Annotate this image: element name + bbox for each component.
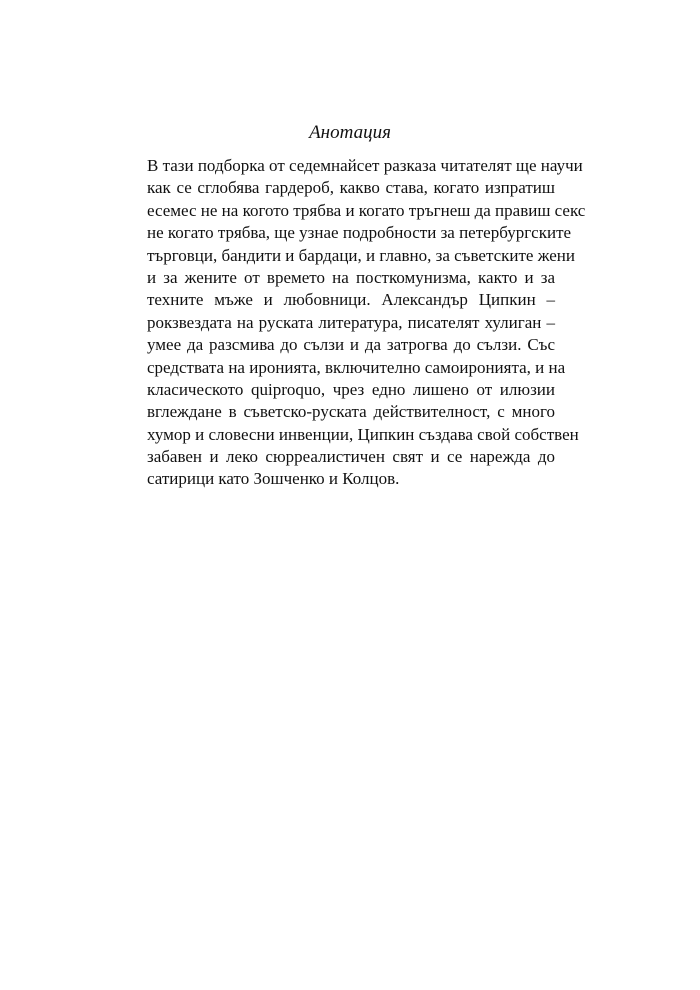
text-line: умее да разсмива до сълзи и да затрогва до сълзи. Със bbox=[147, 335, 555, 355]
text-line: В тази подборка от седемнайсет разказа читателят ще научи bbox=[147, 156, 583, 175]
annotation-title: Анотация bbox=[309, 122, 391, 143]
text-line: рокзвездата на руската литература, писателят хулиган – bbox=[147, 312, 555, 332]
text-line: хумор и словесни инвенции, Ципкин създава свой собствен bbox=[147, 424, 579, 444]
text-line: търговци, бандити и бардаци, и главно, за съветските жени bbox=[147, 245, 575, 265]
text-line: не когато трябва, ще узнае подробности за петербургските bbox=[147, 223, 572, 243]
annotation-body bbox=[147, 155, 586, 491]
text-line: и за жените от времето на посткомунизма, както и за bbox=[147, 267, 555, 287]
text-line: есемес не на когото трябва и когато тръгнеш да правиш секс bbox=[147, 200, 586, 220]
text-line: вглеждане в съветско-руската действителност, с много bbox=[147, 402, 555, 422]
text-line: средствата на иронията, включително самоиронията, и на bbox=[147, 357, 566, 377]
text-line: техните мъже и любовници. Александър Ципкин – bbox=[147, 290, 555, 310]
text-line: как се сглобява гардероб, какво става, когато изпратиш bbox=[147, 178, 555, 198]
text-line: класическото quiproquo, чрез едно лишено от илюзии bbox=[147, 379, 555, 399]
text-line-last: сатирици като Зошченко и Колцов. bbox=[147, 469, 400, 489]
text-line: забавен и леко сюрреалистичен свят и се нарежда до bbox=[147, 447, 555, 467]
